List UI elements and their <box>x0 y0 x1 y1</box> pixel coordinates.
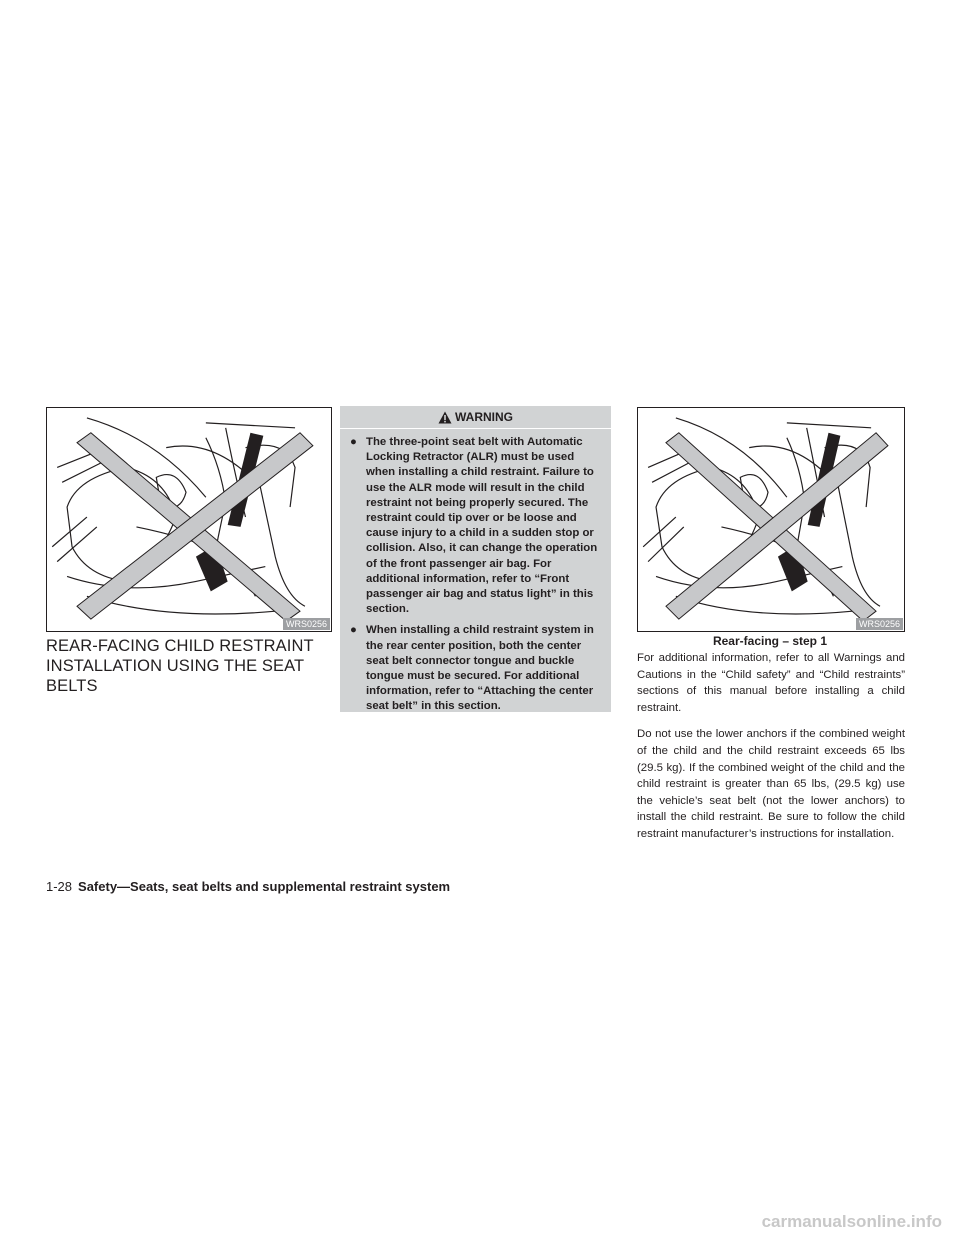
watermark: carmanualsonline.info <box>761 1212 942 1231</box>
child-restraint-illustration <box>638 408 904 631</box>
body-text <box>637 650 905 853</box>
page-footer <box>46 879 450 894</box>
figure-code: WRS0256 <box>283 618 330 630</box>
warning-title <box>340 406 611 429</box>
warning-triangle-icon <box>438 411 452 424</box>
paragraph: For additional information, refer to all Warnings and Cautions in the “Child safety” and “Child restraints” sections of this manual before installing a child restraint. <box>637 652 905 714</box>
warning-item <box>350 623 605 714</box>
figure-child-restraint-prohibited <box>46 407 332 632</box>
paragraph: Do not use the lower anchors if the combined weight of the child and the child restraint exceeds 65 lbs (29.5 kg). If the combined weight of the child and the child restraint is greater than 65 lbs, (29.5 kg) use the vehicle’s seat belt (not the lower anchors) to install the child restraint. Be sure to follow the child restraint manufacturer’s instructions for installation. <box>637 728 905 840</box>
warning-box <box>340 406 611 712</box>
warning-title-text: WARNING <box>455 410 513 424</box>
warning-item <box>350 435 605 617</box>
warning-item-text: When installing a child restraint system in the rear center position, both the center seat belt connector tongue and buckle tongue must be secured. For additional information, refer to “Attaching the center seat belt” in this section. <box>366 624 594 713</box>
page-number: 1-28 <box>46 879 73 894</box>
warning-item-text: The three-point seat belt with Automatic Locking Retractor (ALR) must be used when installing a child restraint. Failure to use the ALR mode will result in the child restraint not being properly secured. The restraint could tip over or be loose and cause injury to a child in a sudden stop or collision. Also, it can change the operation of the front passenger air bag. For additional information, refer to “Front passenger air bag and status light” in this section. <box>366 436 598 616</box>
figure-caption: Rear-facing – step 1 <box>712 634 828 648</box>
bullet: ● <box>350 624 357 637</box>
child-restraint-illustration <box>47 408 331 631</box>
figure-rear-facing-step-1 <box>637 407 905 632</box>
chapter-title: Safety—Seats, seat belts and supplemental restraint system <box>78 879 451 894</box>
figure-code: WRS0256 <box>856 618 903 630</box>
warning-list <box>340 429 611 715</box>
section-heading: REAR-FACING CHILD RESTRAINT INSTALLATION USING THE SEAT BELTS <box>46 637 314 695</box>
bullet: ● <box>350 436 357 448</box>
